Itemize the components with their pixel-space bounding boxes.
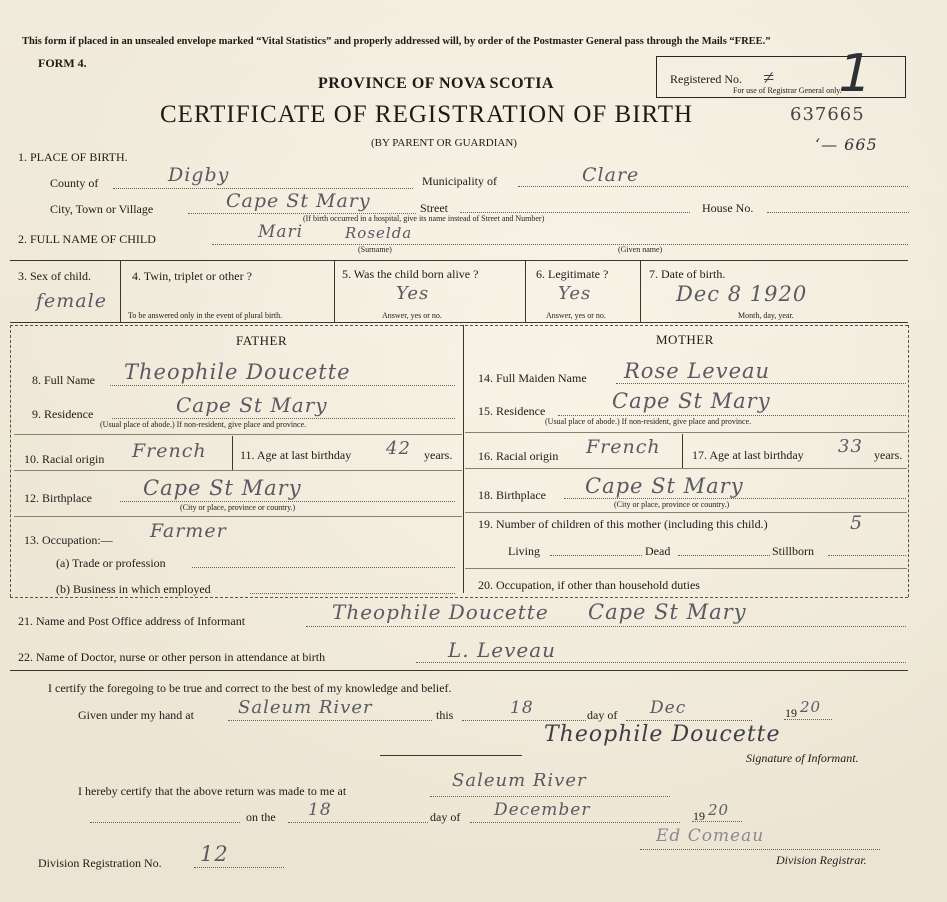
mother-age-label: 17. Age at last birthday (692, 448, 804, 462)
divider (550, 555, 642, 556)
divider (525, 260, 526, 322)
divider (564, 498, 906, 499)
divider (828, 555, 906, 556)
father-business-label: (b) Business in which employed (56, 582, 211, 596)
hereby-text: I hereby certify that the above return was made to me at (78, 784, 347, 798)
year-hw: 20 (800, 698, 822, 716)
divider (678, 555, 770, 556)
divider (462, 720, 586, 721)
alive-note: Answer, yes or no. (382, 311, 442, 320)
divider (232, 436, 233, 470)
divider (380, 755, 522, 756)
living-label: Living (508, 544, 540, 558)
twin-note: To be answered only in the event of plural birth. (128, 311, 283, 320)
informant-signature: Theophile Doucette (544, 722, 781, 747)
mother-name-value: Rose Leveau (624, 359, 771, 383)
corner-mark: ‘— 665 (815, 135, 878, 154)
father-racial-value: French (132, 440, 207, 462)
sex-value: female (36, 290, 107, 312)
certify-text: I certify the foregoing to be true and correct to the best of my knowledge and belief. (48, 681, 452, 695)
father-res-value: Cape St Mary (176, 393, 328, 417)
divider (465, 432, 907, 433)
doctor-label: 22. Name of Doctor, nurse or other person in attendance at birth (18, 650, 326, 664)
informant-label: 21. Name and Post Office address of Informant (18, 614, 246, 628)
alive-value: Yes (396, 283, 430, 304)
divider (120, 501, 455, 502)
legit-label: 6. Legitimate ? (536, 267, 609, 281)
municipality-label: Municipality of (422, 174, 497, 188)
street-note: (If birth occurred in a hospital, give its name instead of Street and Number) (303, 214, 545, 223)
divider (194, 867, 284, 868)
division-registrar-label: Division Registrar. (776, 853, 867, 867)
hereby-place: Saleum River (452, 770, 587, 791)
given-name-note: (Given name) (618, 245, 663, 254)
mother-res-note: (Usual place of abode.) If non-resident, give place and province. (545, 417, 752, 426)
father-years: years. (424, 448, 453, 462)
divider (692, 821, 742, 822)
given-place: Saleum River (238, 697, 373, 718)
registered-number-strike: ≠ (763, 67, 774, 89)
row-top-rule (10, 260, 908, 261)
county-label: County of (50, 176, 99, 190)
division-no-label: Division Registration No. (38, 856, 162, 870)
father-age-label: 11. Age at last birthday (240, 448, 352, 462)
divider (558, 415, 906, 416)
county-line (113, 188, 413, 189)
father-occ-value: Farmer (150, 520, 227, 542)
father-birthplace-value: Cape St Mary (143, 476, 302, 500)
father-name-value: Theophile Doucette (124, 360, 351, 384)
divider (14, 434, 462, 435)
city-label: City, Town or Village (50, 202, 154, 216)
mother-birthplace-note: (City or place, province or country.) (614, 500, 730, 509)
child-surname-hw: Roselda (345, 224, 413, 242)
on-day: 18 (308, 800, 332, 820)
divider (626, 720, 752, 721)
dayof-label: day of (587, 708, 618, 722)
province-title: PROVINCE OF NOVA SCOTIA (318, 75, 554, 92)
alive-label: 5. Was the child born alive ? (342, 267, 479, 281)
mother-birthplace-value: Cape St Mary (585, 474, 744, 498)
stillborn-label: Stillborn (772, 544, 815, 558)
signature-label: Signature of Informant. (746, 751, 859, 765)
doctor-value: L. Leveau (448, 638, 557, 662)
divider (430, 796, 670, 797)
mother-racial-label: 16. Racial origin (478, 449, 559, 463)
mail-notice: This form if placed in an unsealed envelope marked “Vital Statistics” and properly addressed will, by order of the Postmaster General pass through the Mails “FREE.” (22, 36, 771, 47)
father-res-label: 9. Residence (32, 407, 94, 421)
registrar-signature: Ed Comeau (656, 826, 765, 846)
divider (465, 468, 907, 469)
street-line (460, 212, 690, 213)
divider (120, 260, 121, 322)
legit-value: Yes (558, 283, 592, 304)
stamp-number: 637665 (790, 104, 865, 125)
mother-age-value: 33 (838, 436, 863, 457)
dob-label: 7. Date of birth. (649, 267, 726, 281)
sex-label: 3. Sex of child. (18, 269, 91, 283)
page-subtitle: (BY PARENT OR GUARDIAN) (371, 137, 517, 149)
mother-name-label: 14. Full Maiden Name (478, 371, 587, 385)
on-month: December (494, 800, 591, 820)
child-name-label: 2. FULL NAME OF CHILD (18, 232, 156, 246)
row-bottom-rule (10, 322, 908, 323)
informant-address: Cape St Mary (588, 600, 747, 624)
municipality-line (518, 186, 908, 187)
divider (14, 516, 462, 517)
divider (334, 260, 335, 322)
year2-hw: 20 (708, 801, 730, 819)
house-line (767, 212, 909, 213)
mother-heading: MOTHER (656, 332, 714, 347)
divider (784, 719, 832, 720)
father-birthplace-label: 12. Birthplace (24, 491, 92, 505)
divider (465, 512, 907, 513)
place-of-birth-label: 1. PLACE OF BIRTH. (18, 150, 128, 164)
divider (250, 593, 455, 594)
legit-note: Answer, yes or no. (546, 311, 606, 320)
division-no-value: 12 (200, 842, 229, 866)
father-occ-label: 13. Occupation:— (24, 533, 113, 547)
mother-occ-label: 20. Occupation, if other than household duties (478, 578, 700, 592)
father-trade-label: (a) Trade or profession (56, 556, 166, 570)
divider (640, 260, 641, 322)
divider (10, 325, 908, 326)
divider (110, 385, 455, 386)
divider (416, 662, 906, 663)
divider (90, 822, 240, 823)
surname-note: (Surname) (358, 245, 392, 254)
divider (465, 568, 907, 569)
given-label: Given under my hand at (78, 708, 194, 722)
street-label: Street (420, 201, 448, 215)
divider (682, 434, 683, 468)
parents-divider (463, 325, 464, 593)
divider (14, 470, 462, 471)
divider (10, 325, 11, 597)
child-given-hw: Mari (258, 222, 304, 242)
child-name-line (212, 244, 908, 245)
divider (908, 325, 909, 597)
divider (192, 567, 455, 568)
given-day: 18 (510, 698, 534, 718)
father-name-label: 8. Full Name (32, 373, 95, 387)
divider (616, 383, 906, 384)
informant-name: Theophile Doucette (332, 600, 549, 624)
registered-number-label: Registered No. (670, 72, 742, 86)
house-label: House No. (702, 201, 754, 215)
divider (288, 822, 428, 823)
form-number: FORM 4. (38, 56, 87, 70)
divider (470, 822, 680, 823)
registered-number-value: 1 (831, 44, 878, 104)
mother-years: years. (874, 448, 903, 462)
divider (10, 670, 908, 671)
this-label: this (436, 708, 454, 722)
on-the-label: on the (246, 810, 276, 824)
mother-res-value: Cape St Mary (612, 389, 771, 413)
dead-label: Dead (645, 544, 671, 558)
mother-children-label: 19. Number of children of this mother (including this child.) (478, 517, 768, 531)
municipality-value: Clare (582, 164, 640, 186)
year-prefix: 19 (785, 706, 797, 720)
father-age-value: 42 (386, 438, 411, 459)
mother-birthplace-label: 18. Birthplace (478, 488, 546, 502)
father-heading: FATHER (236, 333, 288, 348)
registrar-use-note: For use of Registrar General only. (733, 86, 842, 95)
divider (306, 626, 906, 627)
divider (640, 849, 880, 850)
dob-note: Month, day, year. (738, 311, 794, 320)
divider (112, 418, 455, 419)
father-birthplace-note: (City or place, province or country.) (180, 503, 296, 512)
dob-value: Dec 8 1920 (676, 282, 808, 306)
given-month: Dec (650, 698, 687, 718)
divider (10, 597, 908, 598)
father-racial-label: 10. Racial origin (24, 452, 105, 466)
divider (228, 720, 432, 721)
mother-children-value: 5 (850, 512, 864, 534)
father-res-note: (Usual place of abode.) If non-resident, give place and province. (100, 420, 307, 429)
twin-label: 4. Twin, triplet or other ? (132, 269, 252, 283)
mother-res-label: 15. Residence (478, 404, 546, 418)
dayof2-label: day of (430, 810, 461, 824)
county-value: Digby (168, 164, 230, 186)
mother-racial-value: French (586, 436, 661, 458)
year2-prefix: 19 (693, 809, 705, 823)
page-title: CERTIFICATE OF REGISTRATION OF BIRTH (160, 101, 694, 128)
city-value: Cape St Mary (226, 190, 371, 212)
